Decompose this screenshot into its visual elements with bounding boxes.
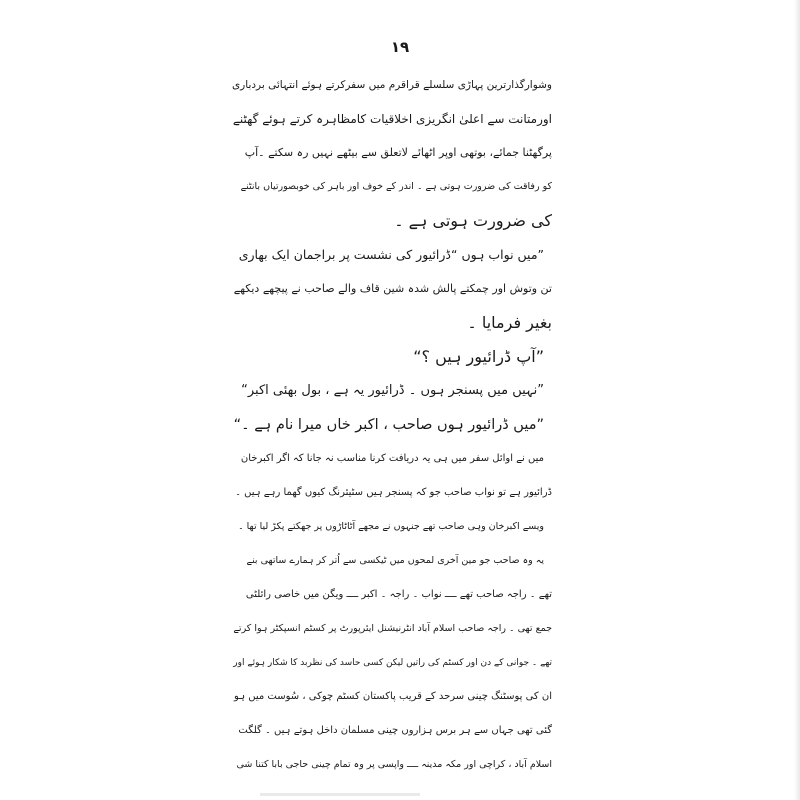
- text-line: میں نے اوائل سفر میں ہی یہ دریافت کرنا مناسب نہ جانا کہ اگر اکبرخان: [240, 453, 544, 464]
- dialogue-line: ”میں ڈرائیور ہوں صاحب ، اکبر خاں میرا نام ہے ۔“: [233, 417, 544, 433]
- text-line: جمع تھی ۔ راجہ صاحب اسلام آباد انٹرنیشنل ایئرپورٹ پر کسٹم انسپکٹر ہوا کرتے: [233, 623, 552, 634]
- text-line: یہ وہ صاحب جو مین آخری لمحوں میں ٹیکسی سے اُتر کر ہمارے ساتھی بنے: [246, 555, 544, 566]
- text-line: بغیر فرمایا ۔: [467, 313, 552, 332]
- text-line: تھے ۔ راجہ صاحب تھے ــــ نواب ۔ راجہ ۔ اکبر ــــ ویگن میں خاصی رائلٹی: [245, 589, 552, 600]
- page-number: ۱۹: [390, 38, 410, 56]
- text-line: اورمتانت سے اعلیٰ انگریزی اخلاقیات کامظاہرہ کرتے ہوئے گھٹنے: [232, 112, 552, 126]
- text-line: تن وتوش اور چمکتے پالش شدہ شین قاف والے صاحب نے پیچھے دیکھے: [233, 282, 552, 295]
- scan-smudge: [260, 793, 420, 796]
- text-line: کو رفاقت کی ضرورت ہوتی ہے ۔ اندر کے خوف اور باہر کی خوبصورتیاں بانٹنے: [240, 181, 552, 192]
- text-line: اسلام آباد ، کراچی اور مکہ مدینہ ــــ واپسی پر وہ تمام چینی حاجی بابا کتنا شی: [236, 759, 552, 770]
- body-text: [232, 68, 552, 782]
- dialogue-line: ”نہیں میں پسنجر ہوں ۔ ڈرائیور یہ ہے ، بول بھئی اکبر“: [241, 383, 544, 398]
- text-line: پرگھٹنا جمائے، بوتھی اوپر اٹھائے لاتعلق سے بیٹھے نہیں رہ سکتے ۔آپ: [244, 146, 552, 159]
- text-line: وشوارگذارترین پہاڑی سلسلے قراقرم میں سفرکرتے ہوئے انتہائی بردباری: [232, 79, 552, 91]
- text-line: ڈرائیور ہے تو نواب صاحب جو کہ پسنجر ہیں سٹیئرنگ کیوں گھما رہے ہیں ۔: [235, 487, 552, 498]
- text-line: ”میں نواب ہوں “ڈرائیور کی نشست پر براجمان ایک بھاری: [238, 247, 544, 262]
- text-line: کی ضرورت ہوتی ہے ۔: [394, 211, 552, 230]
- text-line: ان کی پوسٹنگ چینی سرحد کے قریب پاکستان کسٹم چوکی ، سُوست میں ہو: [234, 691, 552, 702]
- text-line: گئی تھی جہاں سے ہر برس ہزاروں چینی مسلمان داخل ہوتے ہیں ۔ گلگت: [238, 725, 552, 736]
- text-line: تھے ۔ جوانی کے دن اور کسٹم کی راتیں لیکن کسی حاسد کی نظربد کا شکار ہوئے اور: [233, 658, 552, 668]
- page-edge-shadow: [794, 0, 800, 800]
- text-line: ویسے اکبرخان وہی صاحب تھے جنہوں نے مجھے آٹاٹاڑوں پر جھکتے پکڑ لیا تھا ۔: [238, 521, 544, 532]
- dialogue-line: ”آپ ڈرائیور ہیں ؟“: [413, 347, 544, 366]
